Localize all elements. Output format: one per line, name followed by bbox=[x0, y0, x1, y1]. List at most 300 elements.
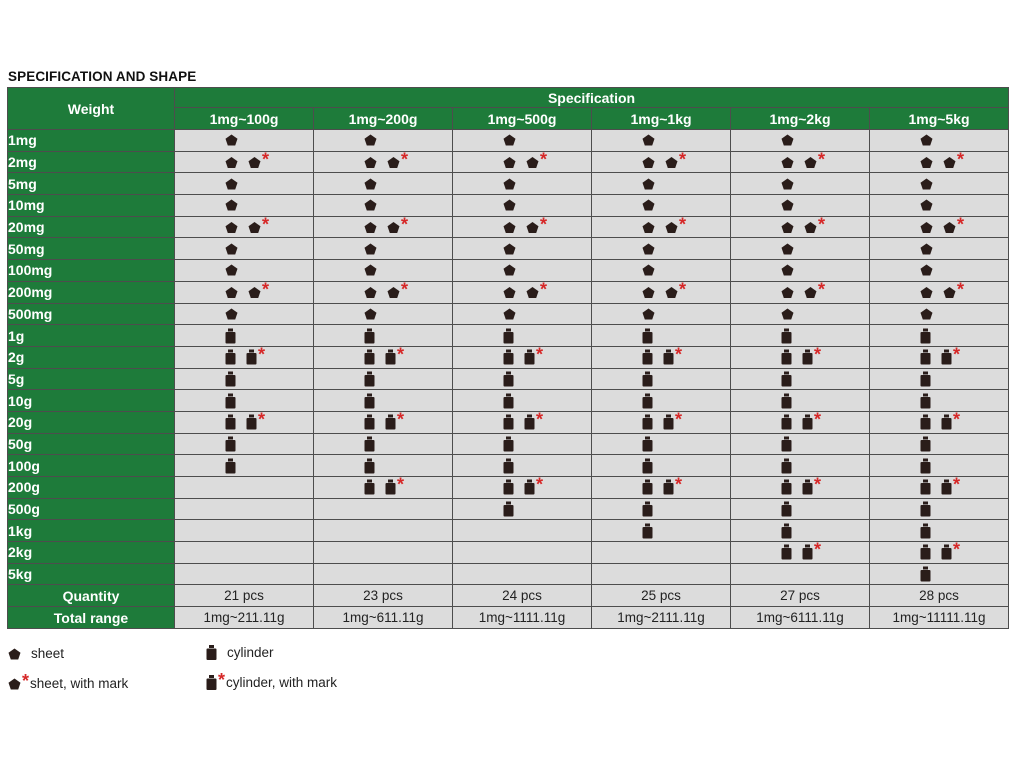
cylinder-icon bbox=[642, 502, 653, 517]
shape-cell bbox=[175, 173, 314, 195]
shape-cell bbox=[731, 433, 870, 455]
cylinder-icon bbox=[920, 545, 931, 560]
pentagon-icon bbox=[364, 264, 377, 276]
cylinder-icon bbox=[920, 480, 931, 495]
mark-asterisk-icon: * bbox=[540, 279, 548, 300]
shape-icons bbox=[364, 308, 377, 320]
shape-cell bbox=[314, 390, 453, 412]
cylinder-icon bbox=[225, 415, 236, 430]
shape-cell bbox=[453, 151, 592, 173]
shape-cell bbox=[314, 474, 453, 499]
mark-asterisk-icon: * bbox=[536, 474, 544, 495]
shape-icons bbox=[781, 199, 794, 211]
cylinder-icon bbox=[364, 480, 375, 495]
weight-label: 5g bbox=[8, 368, 175, 390]
cylinder-icon bbox=[364, 393, 375, 408]
mark-asterisk-icon: * bbox=[397, 409, 405, 430]
shape-icons bbox=[225, 393, 236, 408]
cylinder-icon bbox=[225, 371, 236, 386]
pentagon-icon bbox=[526, 279, 548, 300]
cylinder-icon bbox=[920, 350, 931, 365]
pentagon-icon bbox=[387, 214, 409, 235]
table-row bbox=[8, 130, 1009, 152]
pentagon-icon bbox=[225, 156, 238, 168]
shape-cell bbox=[314, 151, 453, 173]
pentagon-icon bbox=[920, 243, 933, 255]
mark-asterisk-icon: * bbox=[953, 409, 961, 430]
cylinder-icon bbox=[781, 480, 792, 495]
shape-icons bbox=[364, 199, 377, 211]
shape-cell bbox=[731, 390, 870, 412]
shape-cell bbox=[870, 303, 1009, 325]
shape-cell bbox=[453, 455, 592, 477]
shape-cell bbox=[175, 216, 314, 238]
shape-cell bbox=[592, 303, 731, 325]
mark-asterisk-icon: * bbox=[397, 344, 405, 365]
mark-asterisk-icon: * bbox=[679, 279, 687, 300]
shape-cell bbox=[314, 216, 453, 238]
shape-icons bbox=[920, 149, 965, 170]
shape-cell bbox=[453, 303, 592, 325]
cylinder-icon bbox=[802, 409, 822, 430]
shape-cell bbox=[314, 520, 453, 542]
shape-cell bbox=[870, 539, 1009, 564]
shape-icons bbox=[225, 199, 238, 211]
pentagon-icon bbox=[503, 308, 516, 320]
shape-cell bbox=[453, 260, 592, 282]
mark-asterisk-icon: * bbox=[536, 344, 544, 365]
shape-icons bbox=[364, 243, 377, 255]
shape-icons bbox=[225, 308, 238, 320]
shape-icons bbox=[503, 178, 516, 190]
shape-icons bbox=[225, 436, 236, 451]
shape-cell bbox=[592, 368, 731, 390]
pentagon-icon bbox=[387, 149, 409, 170]
shape-cell bbox=[314, 325, 453, 347]
weight-label: 2g bbox=[8, 346, 175, 368]
shape-icons bbox=[225, 458, 236, 473]
shape-cell bbox=[175, 130, 314, 152]
shape-cell bbox=[453, 130, 592, 152]
total-range-value: 1mg~611.11g bbox=[314, 607, 453, 629]
pentagon-icon bbox=[804, 214, 826, 235]
legend-sheet-mark bbox=[8, 671, 129, 691]
shape-cell bbox=[314, 173, 453, 195]
weight-label: 1kg bbox=[8, 520, 175, 542]
shape-icons bbox=[364, 393, 375, 408]
table-row bbox=[8, 368, 1009, 390]
shape-icons bbox=[503, 393, 514, 408]
shape-cell bbox=[731, 216, 870, 238]
pentagon-icon bbox=[804, 279, 826, 300]
cylinder-icon bbox=[524, 409, 544, 430]
cylinder-icon bbox=[385, 474, 405, 495]
shape-cell bbox=[870, 498, 1009, 520]
pentagon-icon bbox=[503, 221, 516, 233]
legend-label: sheet, with mark bbox=[30, 676, 129, 691]
shape-icons bbox=[225, 371, 236, 386]
shape-cell bbox=[175, 520, 314, 542]
cylinder-icon bbox=[642, 415, 653, 430]
shape-icons bbox=[364, 409, 405, 430]
table-row bbox=[8, 325, 1009, 347]
pentagon-icon bbox=[364, 243, 377, 255]
cylinder-icon bbox=[503, 415, 514, 430]
shape-icons bbox=[642, 393, 653, 408]
mark-asterisk-icon: * bbox=[262, 149, 270, 170]
shape-icons bbox=[364, 279, 409, 300]
shape-icons bbox=[920, 214, 965, 235]
shape-cell bbox=[175, 325, 314, 347]
pentagon-icon bbox=[920, 134, 933, 146]
weight-label: 2kg bbox=[8, 542, 175, 564]
total-range-value: 1mg~2111.11g bbox=[592, 607, 731, 629]
weight-label: 200mg bbox=[8, 281, 175, 303]
pentagon-icon bbox=[503, 199, 516, 211]
weight-label: 1mg bbox=[8, 130, 175, 152]
shape-cell bbox=[870, 474, 1009, 499]
weight-label: 500mg bbox=[8, 303, 175, 325]
shape-icons bbox=[364, 344, 405, 365]
shape-icons bbox=[503, 214, 548, 235]
cylinder-icon bbox=[802, 344, 822, 365]
table-row bbox=[8, 260, 1009, 282]
quantity-value: 24 pcs bbox=[453, 585, 592, 607]
mark-asterisk-icon: * bbox=[675, 409, 683, 430]
cylinder-icon bbox=[364, 436, 375, 451]
pentagon-icon bbox=[225, 221, 238, 233]
cylinder-icon bbox=[364, 371, 375, 386]
shape-cell bbox=[870, 216, 1009, 238]
pentagon-icon bbox=[920, 221, 933, 233]
shape-icons bbox=[364, 474, 405, 495]
shape-cell bbox=[175, 563, 314, 585]
total-range-value: 1mg~6111.11g bbox=[731, 607, 870, 629]
pentagon-icon bbox=[920, 308, 933, 320]
shape-cell bbox=[175, 303, 314, 325]
spec-column-header: 1mg~100g bbox=[175, 108, 314, 130]
mark-asterisk-icon: * bbox=[401, 149, 409, 170]
shape-icons bbox=[503, 134, 516, 146]
weight-label: 500g bbox=[8, 498, 175, 520]
shape-icons bbox=[503, 344, 544, 365]
legend-cylinder bbox=[206, 645, 274, 660]
mark-asterisk-icon: * bbox=[957, 279, 965, 300]
table-row bbox=[8, 433, 1009, 455]
shape-cell bbox=[175, 390, 314, 412]
cylinder-icon bbox=[781, 393, 792, 408]
weight-label: 20g bbox=[8, 411, 175, 433]
shape-cell bbox=[453, 520, 592, 542]
pentagon-icon bbox=[503, 156, 516, 168]
shape-cell bbox=[314, 130, 453, 152]
spec-column-header: 1mg~200g bbox=[314, 108, 453, 130]
shape-cell bbox=[453, 281, 592, 303]
cylinder-icon bbox=[503, 328, 514, 343]
shape-cell bbox=[453, 173, 592, 195]
shape-cell bbox=[175, 260, 314, 282]
shape-icons bbox=[920, 328, 931, 343]
mark-asterisk-icon: * bbox=[218, 670, 226, 690]
weight-label: 10mg bbox=[8, 195, 175, 217]
shape-icons bbox=[503, 409, 544, 430]
shape-cell bbox=[870, 520, 1009, 542]
shape-cell bbox=[870, 325, 1009, 347]
pentagon-icon bbox=[8, 648, 21, 660]
shape-icons bbox=[503, 199, 516, 211]
cylinder-icon bbox=[385, 344, 405, 365]
shape-cell bbox=[175, 368, 314, 390]
shape-icons bbox=[920, 393, 931, 408]
mark-asterisk-icon: * bbox=[953, 344, 961, 365]
shape-cell bbox=[870, 173, 1009, 195]
shape-icons bbox=[781, 134, 794, 146]
mark-asterisk-icon: * bbox=[953, 539, 961, 560]
shape-icons bbox=[642, 308, 655, 320]
shape-icons bbox=[364, 149, 409, 170]
shape-cell bbox=[592, 238, 731, 260]
shape-cell bbox=[731, 238, 870, 260]
shape-icons bbox=[920, 436, 931, 451]
shape-icons bbox=[503, 474, 544, 495]
shape-cell bbox=[870, 346, 1009, 368]
shape-icons bbox=[364, 214, 409, 235]
shape-icons bbox=[920, 371, 931, 386]
pentagon-icon bbox=[804, 149, 826, 170]
shape-cell bbox=[314, 411, 453, 433]
shape-icons bbox=[781, 328, 792, 343]
mark-asterisk-icon: * bbox=[957, 214, 965, 235]
mark-asterisk-icon: * bbox=[258, 344, 266, 365]
cylinder-icon bbox=[503, 393, 514, 408]
cylinder-icon bbox=[364, 328, 375, 343]
cylinder-icon bbox=[246, 409, 266, 430]
cylinder-icon bbox=[781, 502, 792, 517]
shape-cell bbox=[592, 498, 731, 520]
cylinder-icon bbox=[781, 436, 792, 451]
shape-icons bbox=[920, 567, 931, 582]
shape-icons bbox=[781, 458, 792, 473]
shape-cell bbox=[592, 455, 731, 477]
shape-cell bbox=[314, 303, 453, 325]
pentagon-icon bbox=[364, 178, 377, 190]
weight-label: 5mg bbox=[8, 173, 175, 195]
shape-cell bbox=[314, 238, 453, 260]
cylinder-icon bbox=[503, 480, 514, 495]
cylinder-icon bbox=[364, 415, 375, 430]
shape-icons bbox=[920, 474, 961, 495]
shape-icons bbox=[781, 371, 792, 386]
cylinder-icon bbox=[920, 328, 931, 343]
shape-icons bbox=[920, 409, 961, 430]
shape-icons bbox=[781, 279, 826, 300]
cylinder-icon bbox=[781, 328, 792, 343]
shape-icons bbox=[781, 474, 822, 495]
pentagon-icon bbox=[920, 264, 933, 276]
shape-icons bbox=[920, 199, 933, 211]
shape-cell bbox=[175, 455, 314, 477]
shape-cell bbox=[175, 281, 314, 303]
quantity-value: 25 pcs bbox=[592, 585, 731, 607]
cylinder-icon bbox=[920, 523, 931, 538]
shape-icons bbox=[364, 264, 377, 276]
shape-icons bbox=[920, 308, 933, 320]
pentagon-icon bbox=[665, 214, 687, 235]
shape-cell bbox=[731, 195, 870, 217]
shape-icons bbox=[781, 178, 794, 190]
shape-cell bbox=[314, 281, 453, 303]
shape-icons bbox=[781, 344, 822, 365]
pentagon-icon bbox=[781, 134, 794, 146]
pentagon-icon bbox=[526, 214, 548, 235]
shape-cell bbox=[314, 368, 453, 390]
pentagon-icon bbox=[225, 243, 238, 255]
pentagon-icon bbox=[642, 308, 655, 320]
shape-icons bbox=[642, 523, 653, 538]
shape-cell bbox=[870, 433, 1009, 455]
shape-icons bbox=[642, 344, 683, 365]
cylinder-icon bbox=[920, 415, 931, 430]
total-range-value: 1mg~1111.11g bbox=[453, 607, 592, 629]
shape-icons bbox=[225, 264, 238, 276]
shape-cell bbox=[314, 563, 453, 585]
pentagon-icon bbox=[248, 214, 270, 235]
pentagon-icon bbox=[642, 134, 655, 146]
table-row bbox=[8, 281, 1009, 303]
shape-cell bbox=[731, 281, 870, 303]
cylinder-icon bbox=[524, 474, 544, 495]
pentagon-icon bbox=[943, 279, 965, 300]
shape-icons bbox=[225, 344, 266, 365]
cylinder-icon bbox=[642, 523, 653, 538]
weight-rows bbox=[8, 130, 1009, 585]
mark-asterisk-icon: * bbox=[262, 279, 270, 300]
shape-icons bbox=[781, 149, 826, 170]
shape-cell bbox=[870, 368, 1009, 390]
mark-asterisk-icon: * bbox=[22, 671, 30, 691]
cylinder-icon bbox=[920, 436, 931, 451]
shape-icons bbox=[364, 436, 375, 451]
pentagon-icon bbox=[943, 214, 965, 235]
mark-asterisk-icon: * bbox=[818, 279, 826, 300]
shape-cell bbox=[314, 455, 453, 477]
shape-cell bbox=[453, 411, 592, 433]
shape-icons bbox=[642, 214, 687, 235]
mark-asterisk-icon: * bbox=[536, 409, 544, 430]
pentagon-icon bbox=[503, 286, 516, 298]
weight-label: 50mg bbox=[8, 238, 175, 260]
cylinder-icon bbox=[941, 409, 961, 430]
cylinder-icon bbox=[364, 350, 375, 365]
table-row bbox=[8, 390, 1009, 412]
shape-icons bbox=[920, 134, 933, 146]
shape-cell bbox=[731, 411, 870, 433]
shape-icons bbox=[225, 214, 270, 235]
shape-icons bbox=[781, 393, 792, 408]
shape-cell bbox=[870, 195, 1009, 217]
quantity-value: 27 pcs bbox=[731, 585, 870, 607]
mark-asterisk-icon: * bbox=[540, 149, 548, 170]
spec-column-header: 1mg~1kg bbox=[592, 108, 731, 130]
shape-icons bbox=[503, 458, 514, 473]
cylinder-icon bbox=[781, 458, 792, 473]
shape-cell bbox=[453, 563, 592, 585]
cylinder-icon bbox=[920, 393, 931, 408]
table-row bbox=[8, 216, 1009, 238]
mark-asterisk-icon: * bbox=[262, 214, 270, 235]
mark-asterisk-icon: * bbox=[397, 474, 405, 495]
cylinder-icon bbox=[781, 350, 792, 365]
pentagon-icon bbox=[364, 134, 377, 146]
weight-label: 10g bbox=[8, 390, 175, 412]
pentagon-icon bbox=[503, 178, 516, 190]
shape-cell bbox=[592, 563, 731, 585]
shape-cell bbox=[453, 346, 592, 368]
cylinder-icon bbox=[802, 474, 822, 495]
shape-cell bbox=[175, 195, 314, 217]
shape-cell bbox=[453, 498, 592, 520]
shape-cell bbox=[870, 390, 1009, 412]
cylinder-icon bbox=[941, 474, 961, 495]
mark-asterisk-icon: * bbox=[818, 214, 826, 235]
pentagon-icon bbox=[225, 286, 238, 298]
cylinder-icon bbox=[663, 409, 683, 430]
shape-cell bbox=[453, 390, 592, 412]
shape-cell bbox=[592, 260, 731, 282]
shape-icons bbox=[225, 149, 270, 170]
mark-asterisk-icon: * bbox=[540, 214, 548, 235]
shape-icons bbox=[225, 328, 236, 343]
shape-icons bbox=[920, 458, 931, 473]
mark-asterisk-icon: * bbox=[675, 474, 683, 495]
pentagon-icon bbox=[781, 308, 794, 320]
pentagon-icon bbox=[642, 178, 655, 190]
shape-icons bbox=[503, 308, 516, 320]
shape-icons bbox=[642, 409, 683, 430]
shape-icons bbox=[503, 502, 514, 517]
pentagon-icon bbox=[364, 221, 377, 233]
shape-icons bbox=[920, 264, 933, 276]
quantity-value: 23 pcs bbox=[314, 585, 453, 607]
shape-cell bbox=[453, 542, 592, 564]
pentagon-icon bbox=[642, 199, 655, 211]
cylinder-icon bbox=[503, 458, 514, 473]
pentagon-icon bbox=[781, 264, 794, 276]
weight-label: 5kg bbox=[8, 563, 175, 585]
shape-icons bbox=[225, 178, 238, 190]
shape-cell bbox=[592, 325, 731, 347]
pentagon-icon bbox=[943, 149, 965, 170]
spec-column-header: 1mg~500g bbox=[453, 108, 592, 130]
shape-cell bbox=[592, 390, 731, 412]
weight-label: 50g bbox=[8, 433, 175, 455]
mark-asterisk-icon: * bbox=[818, 149, 826, 170]
cylinder-icon bbox=[920, 371, 931, 386]
pentagon-icon bbox=[642, 264, 655, 276]
shape-icons bbox=[642, 458, 653, 473]
mark-asterisk-icon: * bbox=[814, 409, 822, 430]
cylinder-icon bbox=[225, 458, 236, 473]
pentagon-icon bbox=[248, 149, 270, 170]
weight-label: 1g bbox=[8, 325, 175, 347]
shape-cell bbox=[731, 130, 870, 152]
pentagon-icon bbox=[781, 243, 794, 255]
shape-cell bbox=[175, 477, 314, 499]
pentagon-icon bbox=[503, 243, 516, 255]
legend-label: sheet bbox=[31, 646, 65, 661]
shape-icons bbox=[503, 436, 514, 451]
pentagon-icon bbox=[364, 308, 377, 320]
